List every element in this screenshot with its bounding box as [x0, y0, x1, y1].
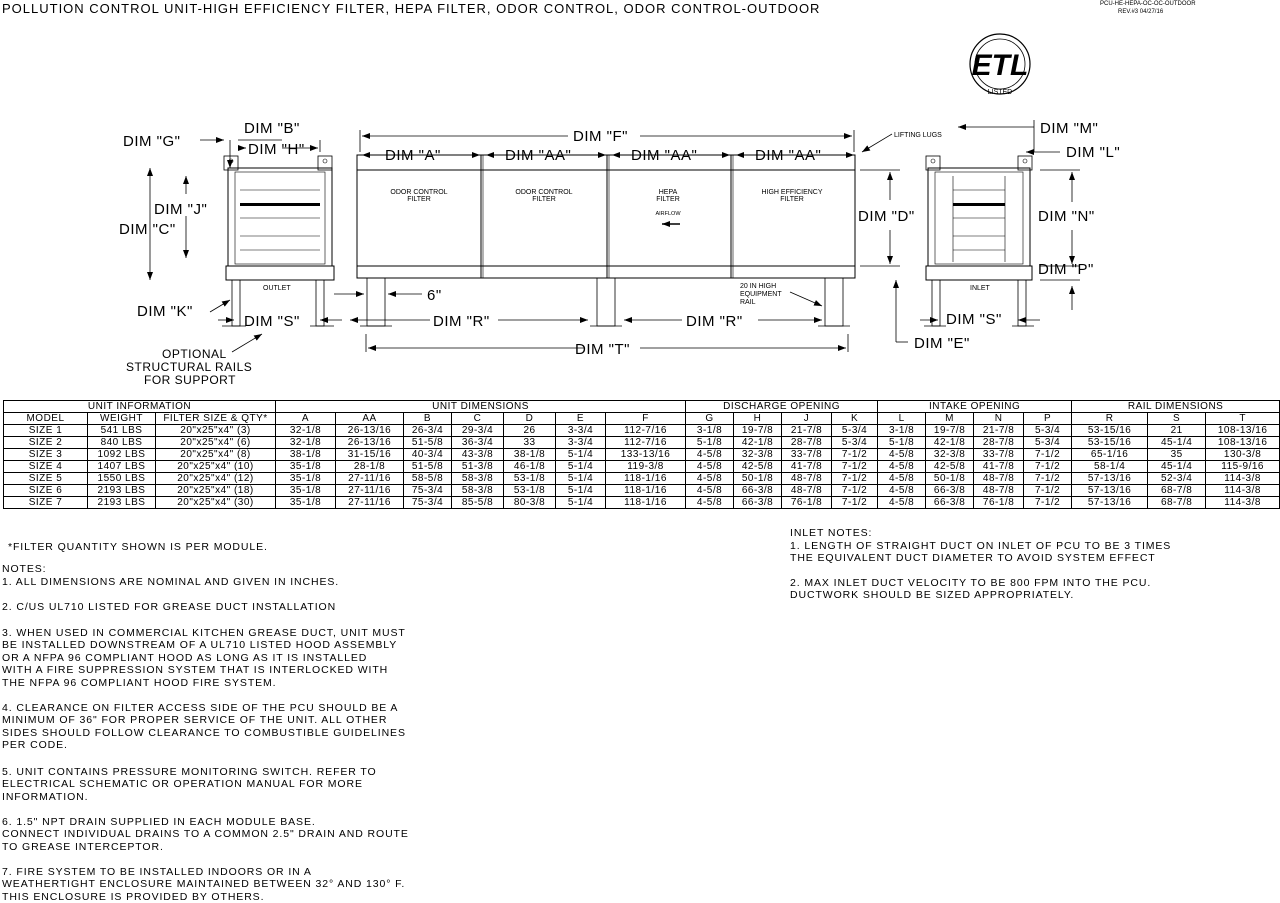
table-cell: 33-7/8	[782, 449, 832, 461]
table-cell: 26	[504, 425, 556, 437]
table-cell: 20"x25"x4" (12)	[156, 473, 276, 485]
table-cell: 40-3/4	[404, 449, 452, 461]
filter-footnote: *FILTER QUANTITY SHOWN IS PER MODULE.	[8, 541, 268, 553]
dim-r-label-2: DIM "R"	[686, 313, 743, 330]
column-header-aa: AA	[336, 413, 404, 425]
table-cell: 112-7/16	[606, 437, 686, 449]
etl-listed-text: LISTED	[987, 89, 1013, 96]
module-1-label-a: ODOR CONTROL	[390, 189, 448, 196]
table-cell: 65-1/16	[1072, 449, 1148, 461]
notes-heading: NOTES:	[2, 563, 47, 575]
table-cell: 21	[1148, 425, 1206, 437]
column-header-e: E	[556, 413, 606, 425]
table-cell: 42-1/8	[926, 437, 974, 449]
table-cell: 4-5/8	[878, 473, 926, 485]
table-cell: 20"x25"x4" (8)	[156, 449, 276, 461]
table-cell: 43-3/8	[452, 449, 504, 461]
table-cell: 4-5/8	[686, 485, 734, 497]
table-cell: 53-15/16	[1072, 437, 1148, 449]
table-cell: 38-1/8	[276, 449, 336, 461]
table-cell: 4-5/8	[878, 461, 926, 473]
table-cell: 51-5/8	[404, 461, 452, 473]
table-cell: 48-7/8	[782, 485, 832, 497]
table-cell: 118-1/16	[606, 485, 686, 497]
dim-t-label: DIM "T"	[575, 341, 630, 358]
group-unit-dimensions: UNIT DIMENSIONS	[276, 401, 686, 413]
column-header-l: L	[878, 413, 926, 425]
table-cell: 46-1/8	[504, 461, 556, 473]
note-1: 1. ALL DIMENSIONS ARE NOMINAL AND GIVEN IN INCHES.	[2, 576, 340, 588]
table-cell: SIZE 1	[4, 425, 88, 437]
table-cell: 1550 LBS	[88, 473, 156, 485]
table-cell: 5-3/4	[832, 437, 878, 449]
dim-e-label: DIM "E"	[914, 335, 970, 352]
etl-listed-mark	[970, 34, 1030, 96]
table-cell: 35-1/8	[276, 473, 336, 485]
table-cell: 4-5/8	[878, 485, 926, 497]
column-header-h: H	[734, 413, 782, 425]
table-cell: 133-13/16	[606, 449, 686, 461]
table-cell: 68-7/8	[1148, 497, 1206, 509]
group-intake-opening: INTAKE OPENING	[878, 401, 1072, 413]
table-cell: 4-5/8	[878, 497, 926, 509]
column-header-n: N	[974, 413, 1024, 425]
outlet-label: OUTLET	[263, 285, 291, 292]
module-3-label-b: FILTER	[656, 196, 680, 203]
table-cell: 7-1/2	[1024, 449, 1072, 461]
table-cell: 27-11/16	[336, 473, 404, 485]
dim-b-label: DIM "B"	[244, 120, 300, 137]
table-body	[4, 425, 1280, 509]
dim-aa-label-2: DIM "AA"	[631, 147, 698, 164]
table-cell: 85-5/8	[452, 497, 504, 509]
dimension-table	[3, 400, 1280, 509]
table-cell: 4-5/8	[878, 449, 926, 461]
table-cell: 5-1/4	[556, 473, 606, 485]
table-cell: 48-7/8	[974, 473, 1024, 485]
optional-rails-line-2: STRUCTURAL RAILS	[126, 360, 253, 374]
table-cell: 5-1/4	[556, 485, 606, 497]
table-cell: 2193 LBS	[88, 497, 156, 509]
column-header-r: R	[1072, 413, 1148, 425]
column-header-g: G	[686, 413, 734, 425]
dim-p-label: DIM "P"	[1038, 261, 1094, 278]
table-cell: 68-7/8	[1148, 485, 1206, 497]
table-cell: 80-3/8	[504, 497, 556, 509]
table-cell: 5-1/4	[556, 449, 606, 461]
table-cell: 118-1/16	[606, 497, 686, 509]
table-cell: 130-3/8	[1206, 449, 1280, 461]
table-row	[4, 485, 1280, 497]
table-cell: 840 LBS	[88, 437, 156, 449]
note-2: 2. C/US UL710 LISTED FOR GREASE DUCT INSTALLATION	[2, 601, 337, 613]
optional-rails-line-3: FOR SUPPORT	[144, 373, 236, 387]
table-cell: 118-1/16	[606, 473, 686, 485]
table-cell: 2193 LBS	[88, 485, 156, 497]
six-inch-label: 6"	[427, 287, 442, 304]
table-row	[4, 473, 1280, 485]
table-cell: 5-1/8	[686, 437, 734, 449]
table-cell: 5-1/4	[556, 461, 606, 473]
table-cell: 35-1/8	[276, 461, 336, 473]
table-cell: 42-5/8	[926, 461, 974, 473]
table-cell: 7-1/2	[832, 461, 878, 473]
table-cell: 50-1/8	[926, 473, 974, 485]
column-header-m: M	[926, 413, 974, 425]
table-cell: 19-7/8	[734, 425, 782, 437]
table-cell: 7-1/2	[832, 473, 878, 485]
table-cell: 20"x25"x4" (6)	[156, 437, 276, 449]
table-cell: 5-1/4	[556, 497, 606, 509]
note-7: 7. FIRE SYSTEM TO BE INSTALLED INDOORS OR IN A WEATHERTIGHT ENCLOSURE MAINTAINED BETWEEN 32° AND 130° F. THIS ENCLOSURE IS PROVIDED BY OTHERS.	[2, 866, 406, 903]
table-cell: 35-1/8	[276, 497, 336, 509]
table-cell: 21-7/8	[782, 425, 832, 437]
table-cell: 53-1/8	[504, 473, 556, 485]
dim-aa-label-1: DIM "AA"	[505, 147, 572, 164]
inlet-notes-heading: INLET NOTES:	[790, 527, 873, 539]
table-cell: 48-7/8	[782, 473, 832, 485]
table-cell: 114-3/8	[1206, 485, 1280, 497]
table-cell: 58-3/8	[452, 485, 504, 497]
table-cell: 35	[1148, 449, 1206, 461]
table-cell: 48-7/8	[974, 485, 1024, 497]
dim-a-label: DIM "A"	[385, 147, 441, 164]
table-cell: 114-3/8	[1206, 473, 1280, 485]
inlet-note-1: 1. LENGTH OF STRAIGHT DUCT ON INLET OF PCU TO BE 3 TIMES THE EQUIVALENT DUCT DIAMETER TO AVOID SYSTEM EFFECT	[790, 540, 1172, 565]
table-cell: SIZE 3	[4, 449, 88, 461]
table-cell: 58-1/4	[1072, 461, 1148, 473]
table-header-row	[4, 413, 1280, 425]
table-cell: 19-7/8	[926, 425, 974, 437]
table-cell: 5-3/4	[1024, 437, 1072, 449]
table-cell: 42-1/8	[734, 437, 782, 449]
table-cell: 32-1/8	[276, 437, 336, 449]
table-cell: 3-3/4	[556, 437, 606, 449]
table-cell: 45-1/4	[1148, 437, 1206, 449]
dim-s-left-label: DIM "S"	[244, 313, 300, 330]
table-cell: SIZE 2	[4, 437, 88, 449]
table-cell: 53-15/16	[1072, 425, 1148, 437]
table-cell: 36-3/4	[452, 437, 504, 449]
note-6: 6. 1.5" NPT DRAIN SUPPLIED IN EACH MODULE BASE. CONNECT INDIVIDUAL DRAINS TO A COMMON 2.5" DRAIN AND ROUTE TO GREASE INTERCEPTOR.	[2, 816, 409, 853]
table-cell: 3-1/8	[686, 425, 734, 437]
table-cell: 112-7/16	[606, 425, 686, 437]
table-cell: 52-3/4	[1148, 473, 1206, 485]
column-header-b: B	[404, 413, 452, 425]
module-1-label-b: FILTER	[407, 196, 431, 203]
airflow-label: AIRFLOW	[655, 211, 681, 217]
rail-label-line-3: RAIL	[740, 299, 756, 306]
table-cell: 21-7/8	[974, 425, 1024, 437]
table-cell: 27-11/16	[336, 497, 404, 509]
dim-l-label: DIM "L"	[1066, 144, 1121, 161]
module-4-label-b: FILTER	[780, 196, 804, 203]
inlet-note-2: 2. MAX INLET DUCT VELOCITY TO BE 800 FPM INTO THE PCU. DUCTWORK SHOULD BE SIZED APPROPRIATELY.	[790, 577, 1152, 602]
table-row	[4, 425, 1280, 437]
table-cell: 51-3/8	[452, 461, 504, 473]
table-cell: 4-5/8	[686, 461, 734, 473]
table-cell: 57-13/16	[1072, 473, 1148, 485]
column-header-k: K	[832, 413, 878, 425]
table-cell: 66-3/8	[926, 485, 974, 497]
dim-j-label: DIM "J"	[154, 201, 208, 218]
table-cell: 75-3/4	[404, 497, 452, 509]
dim-h-label: DIM "H"	[248, 141, 305, 158]
table-cell: 76-1/8	[974, 497, 1024, 509]
inlet-label: INLET	[970, 285, 990, 292]
table-row	[4, 449, 1280, 461]
group-rail-dimensions: RAIL DIMENSIONS	[1072, 401, 1280, 413]
column-header-a: A	[276, 413, 336, 425]
table-cell: 114-3/8	[1206, 497, 1280, 509]
table-cell: 4-5/8	[686, 449, 734, 461]
table-cell: 7-1/2	[832, 485, 878, 497]
table-cell: 32-3/8	[734, 449, 782, 461]
table-cell: 32-1/8	[276, 425, 336, 437]
table-cell: 58-3/8	[452, 473, 504, 485]
table-cell: 1407 LBS	[88, 461, 156, 473]
dim-r-label-1: DIM "R"	[433, 313, 490, 330]
table-cell: 4-5/8	[686, 497, 734, 509]
table-cell: 108-13/16	[1206, 425, 1280, 437]
table-cell: 28-1/8	[336, 461, 404, 473]
table-cell: 38-1/8	[504, 449, 556, 461]
table-cell: 66-3/8	[734, 497, 782, 509]
outlet-end-view	[222, 156, 334, 326]
table-cell: 5-1/8	[878, 437, 926, 449]
table-cell: 32-3/8	[926, 449, 974, 461]
table-cell: 20"x25"x4" (10)	[156, 461, 276, 473]
table-cell: 66-3/8	[734, 485, 782, 497]
column-header-weight: WEIGHT	[88, 413, 156, 425]
table-cell: 7-1/2	[1024, 497, 1072, 509]
drawing-title: POLLUTION CONTROL UNIT-HIGH EFFICIENCY FILTER, HEPA FILTER, ODOR CONTROL, ODOR CONTROL-OUTDOOR	[2, 1, 821, 16]
note-5: 5. UNIT CONTAINS PRESSURE MONITORING SWITCH. REFER TO ELECTRICAL SCHEMATIC OR OPERATION MANUAL FOR MORE INFORMATION.	[2, 766, 377, 803]
column-header-d: D	[504, 413, 556, 425]
table-cell: 53-1/8	[504, 485, 556, 497]
etl-logo-text: ETL	[971, 49, 1029, 82]
module-3-label-a: HEPA	[658, 189, 678, 196]
table-cell: 26-3/4	[404, 425, 452, 437]
inlet-end-view	[924, 156, 1034, 326]
table-row	[4, 461, 1280, 473]
inlet-dimension-lines	[896, 120, 1080, 342]
table-cell: 28-7/8	[974, 437, 1024, 449]
group-unit-information: UNIT INFORMATION	[4, 401, 276, 413]
table-cell: 29-3/4	[452, 425, 504, 437]
table-cell: 27-11/16	[336, 485, 404, 497]
column-header-c: C	[452, 413, 504, 425]
table-cell: 20"x25"x4" (30)	[156, 497, 276, 509]
rail-label-line-2: EQUIPMENT	[740, 291, 782, 298]
dim-g-label: DIM "G"	[123, 133, 181, 150]
module-2-label-a: ODOR CONTROL	[515, 189, 573, 196]
table-cell: 57-13/16	[1072, 485, 1148, 497]
column-header-t: T	[1206, 413, 1280, 425]
column-header-s: S	[1148, 413, 1206, 425]
table-cell: 33	[504, 437, 556, 449]
table-cell: 115-9/16	[1206, 461, 1280, 473]
dim-c-label: DIM "C"	[119, 221, 176, 238]
dim-k-label: DIM "K"	[137, 303, 193, 320]
table-cell: 41-7/8	[782, 461, 832, 473]
table-cell: 57-13/16	[1072, 497, 1148, 509]
group-discharge-opening: DISCHARGE OPENING	[686, 401, 878, 413]
table-cell: SIZE 4	[4, 461, 88, 473]
document-code: PCU-HE-HEPA-OC-OC-OUTDOOR	[1100, 1, 1196, 7]
table-row	[4, 437, 1280, 449]
dim-f-label: DIM "F"	[573, 128, 628, 145]
table-cell: 35-1/8	[276, 485, 336, 497]
table-cell: 7-1/2	[1024, 473, 1072, 485]
column-header-model: MODEL	[4, 413, 88, 425]
table-cell: 20"x25"x4" (18)	[156, 485, 276, 497]
column-header-p: P	[1024, 413, 1072, 425]
table-cell: 66-3/8	[926, 497, 974, 509]
table-cell: 5-3/4	[832, 425, 878, 437]
table-cell: 7-1/2	[1024, 485, 1072, 497]
table-cell: 51-5/8	[404, 437, 452, 449]
table-cell: 7-1/2	[1024, 461, 1072, 473]
module-2-label-b: FILTER	[532, 196, 556, 203]
table-cell: 50-1/8	[734, 473, 782, 485]
note-4: 4. CLEARANCE ON FILTER ACCESS SIDE OF THE PCU SHOULD BE A MINIMUM OF 36" FOR PROPER SERVICE OF THE UNIT. ALL OTHER SIDES SHOULD FOLLOW CLEARANCE TO COMBUSTIBLE GUIDELINES PER CODE.	[2, 702, 406, 752]
table-cell: 26-13/16	[336, 437, 404, 449]
rail-label-line-1: 20 IN HIGH	[740, 283, 777, 290]
dim-n-label: DIM "N"	[1038, 208, 1095, 225]
dim-d-label: DIM "D"	[858, 208, 915, 225]
column-header-filter-size-qty: FILTER SIZE & QTY*	[156, 413, 276, 425]
table-cell: 7-1/2	[832, 497, 878, 509]
table-cell: 7-1/2	[832, 449, 878, 461]
table-cell: 4-5/8	[686, 473, 734, 485]
table-cell: SIZE 7	[4, 497, 88, 509]
table-cell: 76-1/8	[782, 497, 832, 509]
table-cell: 41-7/8	[974, 461, 1024, 473]
table-cell: 75-3/4	[404, 485, 452, 497]
dim-s-right-label: DIM "S"	[946, 311, 1002, 328]
column-header-f: F	[606, 413, 686, 425]
table-group-row	[4, 401, 1280, 413]
table-cell: 31-15/16	[336, 449, 404, 461]
note-3: 3. WHEN USED IN COMMERCIAL KITCHEN GREASE DUCT, UNIT MUST BE INSTALLED DOWNSTREAM OF A UL710 LISTED HOOD ASSEMBLY OR A NFPA 96 COMPLIANT HOOD AS LONG AS IT IS INSTALLED WITH A FIRE SUPPRESSION SYSTEM THAT IS INTERLOCKED WITH THE NFPA 96 COMPLIANT HOOD FIRE SYSTEM.	[2, 627, 406, 689]
module-4-label-a: HIGH EFFICIENCY	[761, 189, 823, 196]
table-cell: 541 LBS	[88, 425, 156, 437]
table-cell: 26-13/16	[336, 425, 404, 437]
lifting-lugs-label: LIFTING LUGS	[894, 132, 942, 139]
table-cell: 3-3/4	[556, 425, 606, 437]
table-cell: 28-7/8	[782, 437, 832, 449]
table-cell: 20"x25"x4" (3)	[156, 425, 276, 437]
table-cell: 5-3/4	[1024, 425, 1072, 437]
table-cell: 42-5/8	[734, 461, 782, 473]
table-cell: 1092 LBS	[88, 449, 156, 461]
revision-label: REV.#3 04/27/16	[1118, 9, 1164, 15]
optional-rails-line-1: OPTIONAL	[162, 347, 227, 361]
table-cell: 119-3/8	[606, 461, 686, 473]
dim-m-label: DIM "M"	[1040, 120, 1099, 137]
column-header-j: J	[782, 413, 832, 425]
table-cell: 58-5/8	[404, 473, 452, 485]
table-cell: 45-1/4	[1148, 461, 1206, 473]
table-cell: 3-1/8	[878, 425, 926, 437]
table-row	[4, 497, 1280, 509]
table-cell: 33-7/8	[974, 449, 1024, 461]
table-cell: SIZE 5	[4, 473, 88, 485]
dim-aa-label-3: DIM "AA"	[755, 147, 822, 164]
table-cell: SIZE 6	[4, 485, 88, 497]
table-cell: 108-13/16	[1206, 437, 1280, 449]
